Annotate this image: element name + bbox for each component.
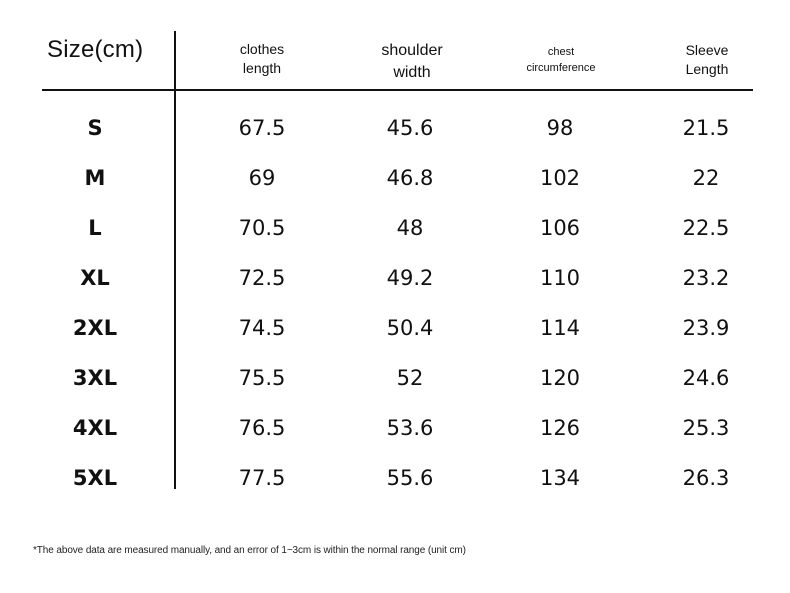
chest-circumference-cell: 106 bbox=[539, 216, 581, 240]
clothes-length-cell: 74.5 bbox=[238, 316, 286, 340]
chest-circumference-cell: 134 bbox=[539, 466, 581, 490]
shoulder-width-cell: 45.6 bbox=[386, 116, 434, 140]
sleeve-length-cell: 24.6 bbox=[682, 366, 730, 390]
shoulder-width-cell: 53.6 bbox=[386, 416, 434, 440]
table-row bbox=[0, 253, 790, 303]
chest-circumference-cell: 120 bbox=[539, 366, 581, 390]
header-clothes-length-line2: length bbox=[242, 59, 282, 76]
header-divider bbox=[42, 89, 753, 91]
chest-circumference-cell: 102 bbox=[539, 166, 581, 190]
shoulder-width-cell: 52 bbox=[396, 366, 424, 390]
size-cell: 2XL bbox=[72, 316, 118, 340]
clothes-length-cell: 75.5 bbox=[238, 366, 286, 390]
table-row bbox=[0, 453, 790, 503]
size-cell: XL bbox=[80, 266, 110, 290]
shoulder-width-cell: 55.6 bbox=[386, 466, 434, 490]
chest-circumference-cell: 126 bbox=[539, 416, 581, 440]
size-table-body bbox=[0, 103, 790, 503]
header-clothes-length bbox=[222, 40, 302, 78]
clothes-length-cell: 69 bbox=[248, 166, 276, 190]
header-shoulder-width-line1: shoulder bbox=[381, 42, 443, 59]
clothes-length-cell: 70.5 bbox=[238, 216, 286, 240]
sleeve-length-cell: 23.2 bbox=[682, 266, 730, 290]
header-chest-circumference bbox=[515, 45, 607, 77]
table-row bbox=[0, 353, 790, 403]
clothes-length-cell: 72.5 bbox=[238, 266, 286, 290]
size-unit-title: Size(cm) bbox=[47, 36, 144, 63]
header-shoulder-width-line2: width bbox=[393, 63, 431, 81]
chest-circumference-cell: 98 bbox=[546, 116, 574, 140]
table-row bbox=[0, 403, 790, 453]
size-cell: M bbox=[84, 166, 106, 190]
header-sleeve-length bbox=[668, 41, 746, 79]
table-row bbox=[0, 153, 790, 203]
header-sleeve-length-line1: Sleeve bbox=[685, 42, 729, 58]
clothes-length-cell: 76.5 bbox=[238, 416, 286, 440]
shoulder-width-cell: 46.8 bbox=[386, 166, 434, 190]
chest-circumference-cell: 114 bbox=[539, 316, 581, 340]
sleeve-length-cell: 22.5 bbox=[682, 216, 730, 240]
measurement-footnote: *The above data are measured manually, and an error of 1~3cm is within the normal range (unit cm) bbox=[33, 545, 466, 556]
size-cell: L bbox=[88, 216, 102, 240]
size-cell: 3XL bbox=[72, 366, 118, 390]
header-chest-circumference-line1: chest bbox=[547, 46, 575, 58]
size-cell: 4XL bbox=[72, 416, 118, 440]
shoulder-width-cell: 48 bbox=[396, 216, 424, 240]
shoulder-width-cell: 49.2 bbox=[386, 266, 434, 290]
table-row bbox=[0, 203, 790, 253]
header-clothes-length-line1: clothes bbox=[239, 41, 285, 57]
sleeve-length-cell: 21.5 bbox=[682, 116, 730, 140]
chest-circumference-cell: 110 bbox=[539, 266, 581, 290]
header-shoulder-width bbox=[367, 40, 457, 83]
sleeve-length-cell: 25.3 bbox=[682, 416, 730, 440]
sleeve-length-cell: 26.3 bbox=[682, 466, 730, 490]
header-chest-circumference-line2: circumference bbox=[526, 61, 596, 74]
table-row bbox=[0, 303, 790, 353]
table-row bbox=[0, 103, 790, 153]
sleeve-length-cell: 22 bbox=[692, 166, 720, 190]
size-cell: 5XL bbox=[72, 466, 118, 490]
clothes-length-cell: 77.5 bbox=[238, 466, 286, 490]
shoulder-width-cell: 50.4 bbox=[386, 316, 434, 340]
clothes-length-cell: 67.5 bbox=[238, 116, 286, 140]
sleeve-length-cell: 23.9 bbox=[682, 316, 730, 340]
size-cell: S bbox=[87, 116, 103, 140]
header-sleeve-length-line2: Length bbox=[685, 60, 729, 77]
